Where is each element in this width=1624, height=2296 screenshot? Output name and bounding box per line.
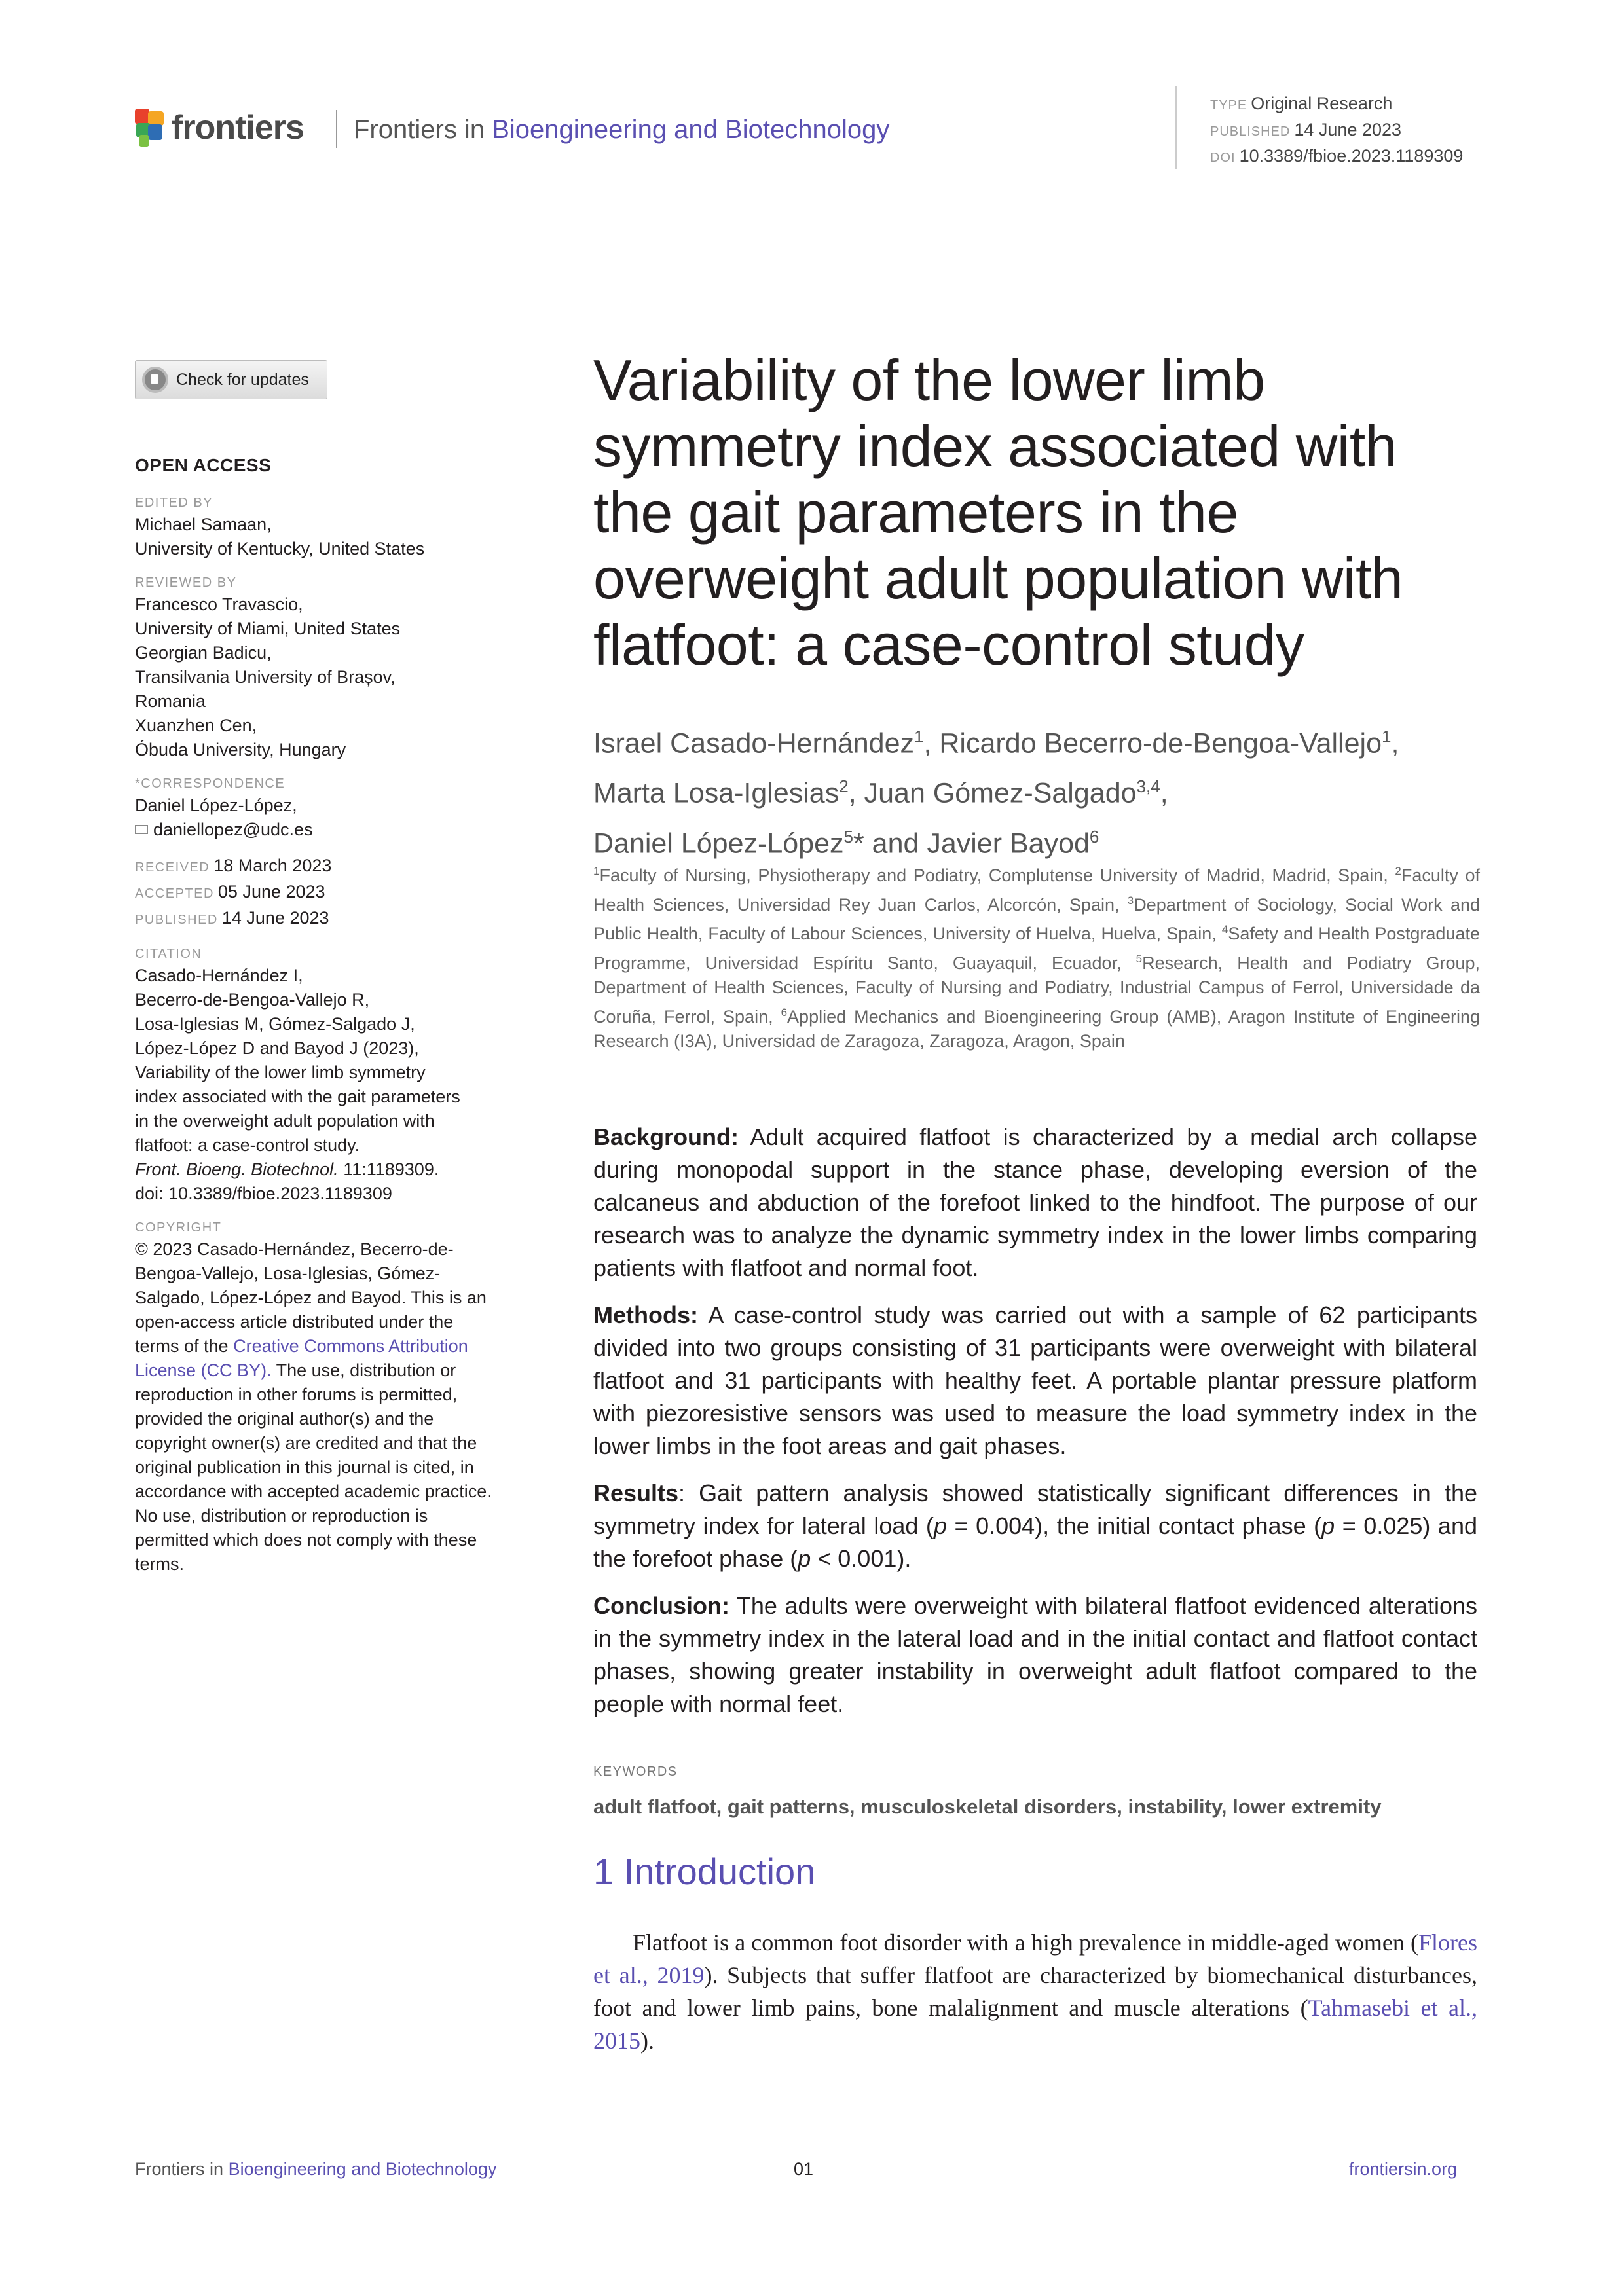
p-symbol: p [933,1512,947,1539]
crossmark-icon [142,367,168,393]
received-date: 18 March 2023 [213,856,332,875]
affil-sup: 4 [1221,923,1228,936]
correspondence-name: Daniel López-López, [135,795,297,815]
citation-line: in the overweight adult population with [135,1111,435,1131]
citation-doi[interactable]: doi: 10.3389/fbioe.2023.1189309 [135,1184,392,1203]
journal-name: Bioengineering and Biotechnology [492,115,890,144]
affiliation: Applied Mechanics and Bioengineering Group (AMB), Aragon Institute of Engineering Research (I3A), Universidad de Zaragoza, Zaragoza, Aragon, Spain [593,1006,1480,1051]
affil-sup: 5 [1135,952,1143,965]
citation-line: flatfoot: a case-control study. [135,1135,360,1155]
author-affil-sup: 2 [839,776,849,797]
author-separator: * and [853,827,927,859]
check-for-updates-label: Check for updates [176,370,309,389]
p-symbol: p [1321,1512,1335,1539]
abstract-conclusion [593,1590,1477,1721]
affil-sup: 3 [1127,894,1134,907]
author-name[interactable]: Javier Bayod [927,827,1090,859]
intro-text: ). [640,2028,654,2054]
accepted-date: 05 June 2023 [217,882,325,902]
journal-title[interactable] [354,115,889,145]
intro-paragraph [593,1926,1477,2057]
meta-divider [1175,86,1177,169]
reviewer-line: University of Miami, United States [135,619,401,638]
published-value: 14 June 2023 [1294,120,1402,139]
author-name[interactable]: Marta Losa-Iglesias [593,777,840,809]
header-divider [336,110,337,148]
author-separator: , [923,727,940,759]
logo-text: frontiers [172,109,304,147]
results-text: = 0.004), the initial contact phase ( [946,1512,1322,1539]
reviewer-line: Francesco Travascio, [135,594,303,614]
mail-icon [135,825,148,834]
results-text: : Gait pattern analysis showed statistically significant differences in the symmetry index for lateral load ( [593,1480,1477,1539]
footer-site-link[interactable]: frontiersin.org [1349,2159,1458,2179]
frontiers-logo[interactable] [135,105,304,151]
check-for-updates-button[interactable] [135,360,327,399]
keywords-label: KEYWORDS [593,1764,678,1779]
author-separator: , [1160,777,1168,809]
citation-link[interactable]: Flores et al., 2019 [593,1929,1477,1988]
frontiers-logo-icon [135,109,165,147]
citation-line: Casado-Hernández I, [135,966,303,985]
citation-label: CITATION [135,947,202,961]
reviewer-line: Xuanzhen Cen, [135,716,257,735]
journal-prefix: Frontiers in [354,115,485,144]
abstract-methods [593,1299,1477,1463]
reviewer-line: Transilvania University of Brașov, [135,667,396,687]
affiliation: Safety and Health Postgraduate Programme, Universidad Espíritu Santo, Guayaquil, Ecuador, [593,924,1480,973]
intro-text: ). Subjects that suffer flatfoot are characterized by biomechanical disturbances, foot and lower limb pains, bone malalignment and muscle alterations ( [593,1962,1477,2021]
author-affil-sup: 5 [843,826,853,847]
copyright-after: The use, distribution or reproduction in other forums is permitted, provided the original author(s) and the copyright owner(s) are credited and that the original publication in this journal is cited, in accordance with accepted academic practice. No use, distribution or reproduction is permitted which does not comply with these terms. [135,1360,492,1574]
author-list [593,715,1510,865]
doi-value[interactable]: 10.3389/fbioe.2023.1189309 [1239,146,1464,166]
methods-label: Methods: [593,1302,698,1328]
page-number: 01 [794,2159,814,2179]
author-affil-sup: 1 [1382,727,1392,746]
author-name[interactable]: Ricardo Becerro-de-Bengoa-Vallejo [939,727,1382,759]
citation-volume: 11:1189309. [343,1159,439,1179]
citation-line: Variability of the lower limb symmetry [135,1063,426,1082]
open-access-label: OPEN ACCESS [135,455,272,475]
published-date: 14 June 2023 [221,908,329,928]
affiliation: Research, Health and Podiatry Group, Department of Health Sciences, Faculty of Nursing and Podiatry, Industrial Campus of Ferrol, Universidade da Coruña, Ferrol, Spain, [593,953,1481,1027]
correspondence-email-row[interactable] [135,818,495,842]
conclusion-label: Conclusion: [593,1592,729,1619]
author-separator: , [848,777,864,809]
published-label: PUBLISHED [1210,124,1291,139]
citation-journal: Front. Bioeng. Biotechnol. [135,1159,339,1179]
edited-by-label: EDITED BY [135,496,213,510]
affil-sup: 1 [593,865,600,877]
abstract [593,1121,1477,1735]
citation-line: Becerro-de-Bengoa-Vallejo R, [135,990,370,1010]
intro-text: Flatfoot is a common foot disorder with a high prevalence in middle-aged women ( [633,1929,1418,1956]
conclusion-text: The adults were overweight with bilateral flatfoot evidenced alterations in the symmetry index in the lateral load and in the initial contact and flatfoot contact phases, showing greater instability in overweight adult flatfoot compared to the people with normal feet. [593,1592,1477,1717]
received-label: RECEIVED [135,860,210,875]
affiliation: Faculty of Nursing, Physiotherapy and Podiatry, Complutense University of Madrid, Madrid, Spain, [599,866,1395,885]
copyright-label: COPYRIGHT [135,1220,222,1235]
results-label: Results [593,1480,679,1506]
results-text: < 0.001). [811,1545,912,1572]
section-heading: 1 Introduction [593,1851,816,1892]
p-symbol: p [798,1545,811,1572]
published-label: PUBLISHED [135,913,218,927]
background-text: Adult acquired flatfoot is characterized by a medial arch collapse during monopodal support in the stance phase, developing eversion of the calcaneus and abduction of the forefoot linked to the hindfoot. The purpose of our research was to analyze the dynamic symmetry index in the lower limbs comparing patients with flatfoot and normal foot. [593,1123,1477,1281]
citation-line: López-López D and Bayod J (2023), [135,1038,419,1058]
article-info-sidebar [135,453,495,1576]
author-name[interactable]: Juan Gómez-Salgado [864,777,1137,809]
correspondence-email[interactable]: daniellopez@udc.es [153,820,313,839]
abstract-background [593,1121,1477,1285]
citation-link[interactable]: Tahmasebi et al., 2015 [593,1995,1477,2054]
doi-label: DOI [1210,151,1236,165]
type-label: TYPE [1210,98,1247,113]
edited-by-line: Michael Samaan, [135,515,272,534]
type-value: Original Research [1251,94,1393,113]
author-affil-sup: 1 [914,727,924,746]
copyright-before: © 2023 Casado-Hernández, Becerro-de-Bengoa-Vallejo, Losa-Iglesias, Gómez-Salgado, López-López and Bayod. This is an open-access article distributed under the terms of the [135,1239,487,1356]
affil-sup: 2 [1395,865,1401,877]
affiliation: Department of Sociology, Social Work and Public Health, Faculty of Labour Sciences, University of Huelva, Huelva, Spain, [593,894,1480,943]
footer-journal[interactable] [135,2159,496,2179]
background-label: Background: [593,1123,739,1150]
citation-line: Losa-Iglesias M, Gómez-Salgado J, [135,1014,415,1034]
author-name[interactable]: Daniel López-López [593,827,844,859]
reviewer-line: Romania [135,691,206,711]
keywords: adult flatfoot, gait patterns, musculoskeletal disorders, instability, lower extremity [593,1795,1382,1818]
copyright-text [135,1237,495,1576]
article-meta [1210,92,1463,170]
article-title: Variability of the lower limb symmetry index associated with the gait parameters in the overweight adult population with flatfoot: a case-control study [593,348,1403,677]
accepted-label: ACCEPTED [135,886,214,901]
edited-by-line: University of Kentucky, United States [135,539,425,558]
results-text: = 0.025) and the forefoot phase ( [593,1512,1477,1572]
affiliations [593,859,1480,1054]
reviewer-line: Georgian Badicu, [135,643,272,663]
cc-by-license-link[interactable]: Creative Commons Attribution License (CC BY). [135,1336,468,1380]
reviewed-by-label: REVIEWED BY [135,575,237,590]
abstract-results [593,1477,1477,1575]
author-name[interactable]: Israel Casado-Hernández [593,727,914,759]
footer-journal-prefix: Frontiers in [135,2159,224,2179]
affiliation: Faculty of Health Sciences, Universidad Rey Juan Carlos, Alcorcón, Spain, [593,866,1480,915]
methods-text: A case-control study was carried out with a sample of 62 participants divided into two groups consisting of 31 participants were overweight with bilateral flatfoot and 31 participants with healthy feet. A portable plantar pressure platform with piezoresistive sensors was used to measure the load symmetry index in the lower limbs in the foot areas and gait phases. [593,1302,1478,1459]
author-affil-sup: 6 [1089,826,1099,847]
author-affil-sup: 3,4 [1136,776,1160,797]
author-separator: , [1391,727,1399,759]
footer-journal-name: Bioengineering and Biotechnology [228,2159,497,2179]
affil-sup: 6 [781,1006,788,1019]
reviewer-line: Óbuda University, Hungary [135,740,346,759]
correspondence-label: *CORRESPONDENCE [135,776,286,791]
citation-line: index associated with the gait parameters [135,1087,460,1106]
